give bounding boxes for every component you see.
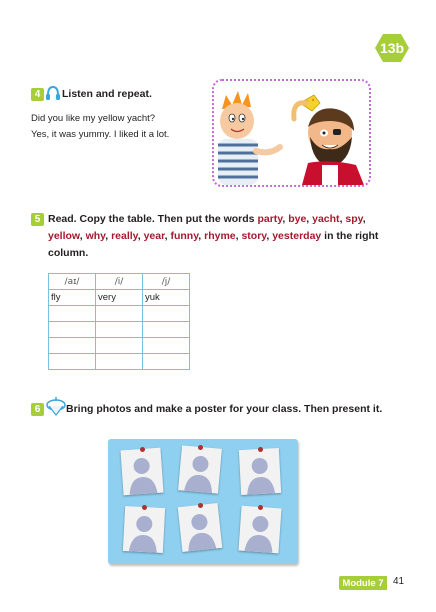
pin-icon <box>198 503 203 508</box>
exercise-4-instruction: Listen and repeat. <box>62 88 152 100</box>
lesson-badge-label: 13b <box>379 40 405 56</box>
exercise-5-instruction: Read. Copy the table. Then put the words party, bye, yacht, spy, yellow, why, really, year, funny, rhyme, story, yesterday in the right column. <box>48 213 379 259</box>
exercise-4-illustration <box>212 79 371 187</box>
table-cell <box>96 306 143 322</box>
word: yellow <box>48 230 80 242</box>
table-header: /aɪ/ <box>49 274 96 290</box>
boy-and-pirate-illustration <box>214 81 369 185</box>
dialogue-line: Yes, it was yummy. I liked it a lot. <box>31 129 170 140</box>
table-row <box>49 290 190 306</box>
exercise-6-instruction: Bring photos and make a poster for your class. Then present it. <box>66 403 383 415</box>
pin-icon <box>198 445 203 450</box>
table-cell <box>143 306 190 322</box>
boy-face <box>220 103 254 139</box>
spinning-top-icon <box>46 396 66 421</box>
instruction-end: in the right column. <box>48 230 379 259</box>
lesson-badge <box>374 33 410 63</box>
table-cell <box>96 322 143 338</box>
table-header-row <box>49 274 190 290</box>
word: party <box>257 213 283 225</box>
table-cell <box>49 338 96 354</box>
instruction-start: Read. Copy the table. Then put the words <box>48 213 258 225</box>
eye-patch <box>333 129 341 135</box>
photo-poster-board <box>108 439 298 564</box>
photo-placeholder <box>178 503 222 552</box>
word: yacht <box>312 213 340 225</box>
photo-placeholder <box>120 448 163 496</box>
word: yesterday <box>272 230 322 242</box>
table-row <box>49 306 190 322</box>
table-cell <box>49 322 96 338</box>
photo-placeholder <box>123 506 165 553</box>
table-row <box>49 338 190 354</box>
word: funny <box>170 230 199 242</box>
word: spy <box>345 213 363 225</box>
exercise-5-number: 5 <box>31 213 44 226</box>
photo-placeholder <box>239 448 281 495</box>
table-cell <box>49 306 96 322</box>
photo-placeholder <box>178 445 222 493</box>
table-cell <box>143 354 190 370</box>
photo-placeholder <box>238 506 281 554</box>
headphones-icon <box>45 85 61 107</box>
table-cell <box>96 338 143 354</box>
table-cell: fly <box>49 290 96 306</box>
table-cell <box>49 354 96 370</box>
word: really <box>111 230 138 242</box>
table-cell: yuk <box>143 290 190 306</box>
table-cell: very <box>96 290 143 306</box>
dialogue-line: Did you like my yellow yacht? <box>31 113 156 124</box>
exercise-4-number: 4 <box>31 88 44 101</box>
word: story <box>241 230 267 242</box>
exercise-4-dialogue <box>31 111 211 143</box>
exercise-6-number: 6 <box>31 403 44 416</box>
pin-icon <box>258 447 263 452</box>
page-number: 41 <box>393 576 405 587</box>
table-cell <box>96 354 143 370</box>
table-row <box>49 354 190 370</box>
pin-icon <box>258 505 263 510</box>
sound-table <box>48 273 190 370</box>
word: bye <box>288 213 307 225</box>
word: rhyme <box>204 230 236 242</box>
pin-icon <box>140 447 145 452</box>
module-label: Module 7 <box>339 576 387 590</box>
table-cell <box>143 322 190 338</box>
table-cell <box>143 338 190 354</box>
table-header: /i/ <box>96 274 143 290</box>
word: year <box>143 230 165 242</box>
pin-icon <box>142 505 147 510</box>
table-header: /j/ <box>143 274 190 290</box>
table-row <box>49 322 190 338</box>
word: why <box>85 230 106 242</box>
